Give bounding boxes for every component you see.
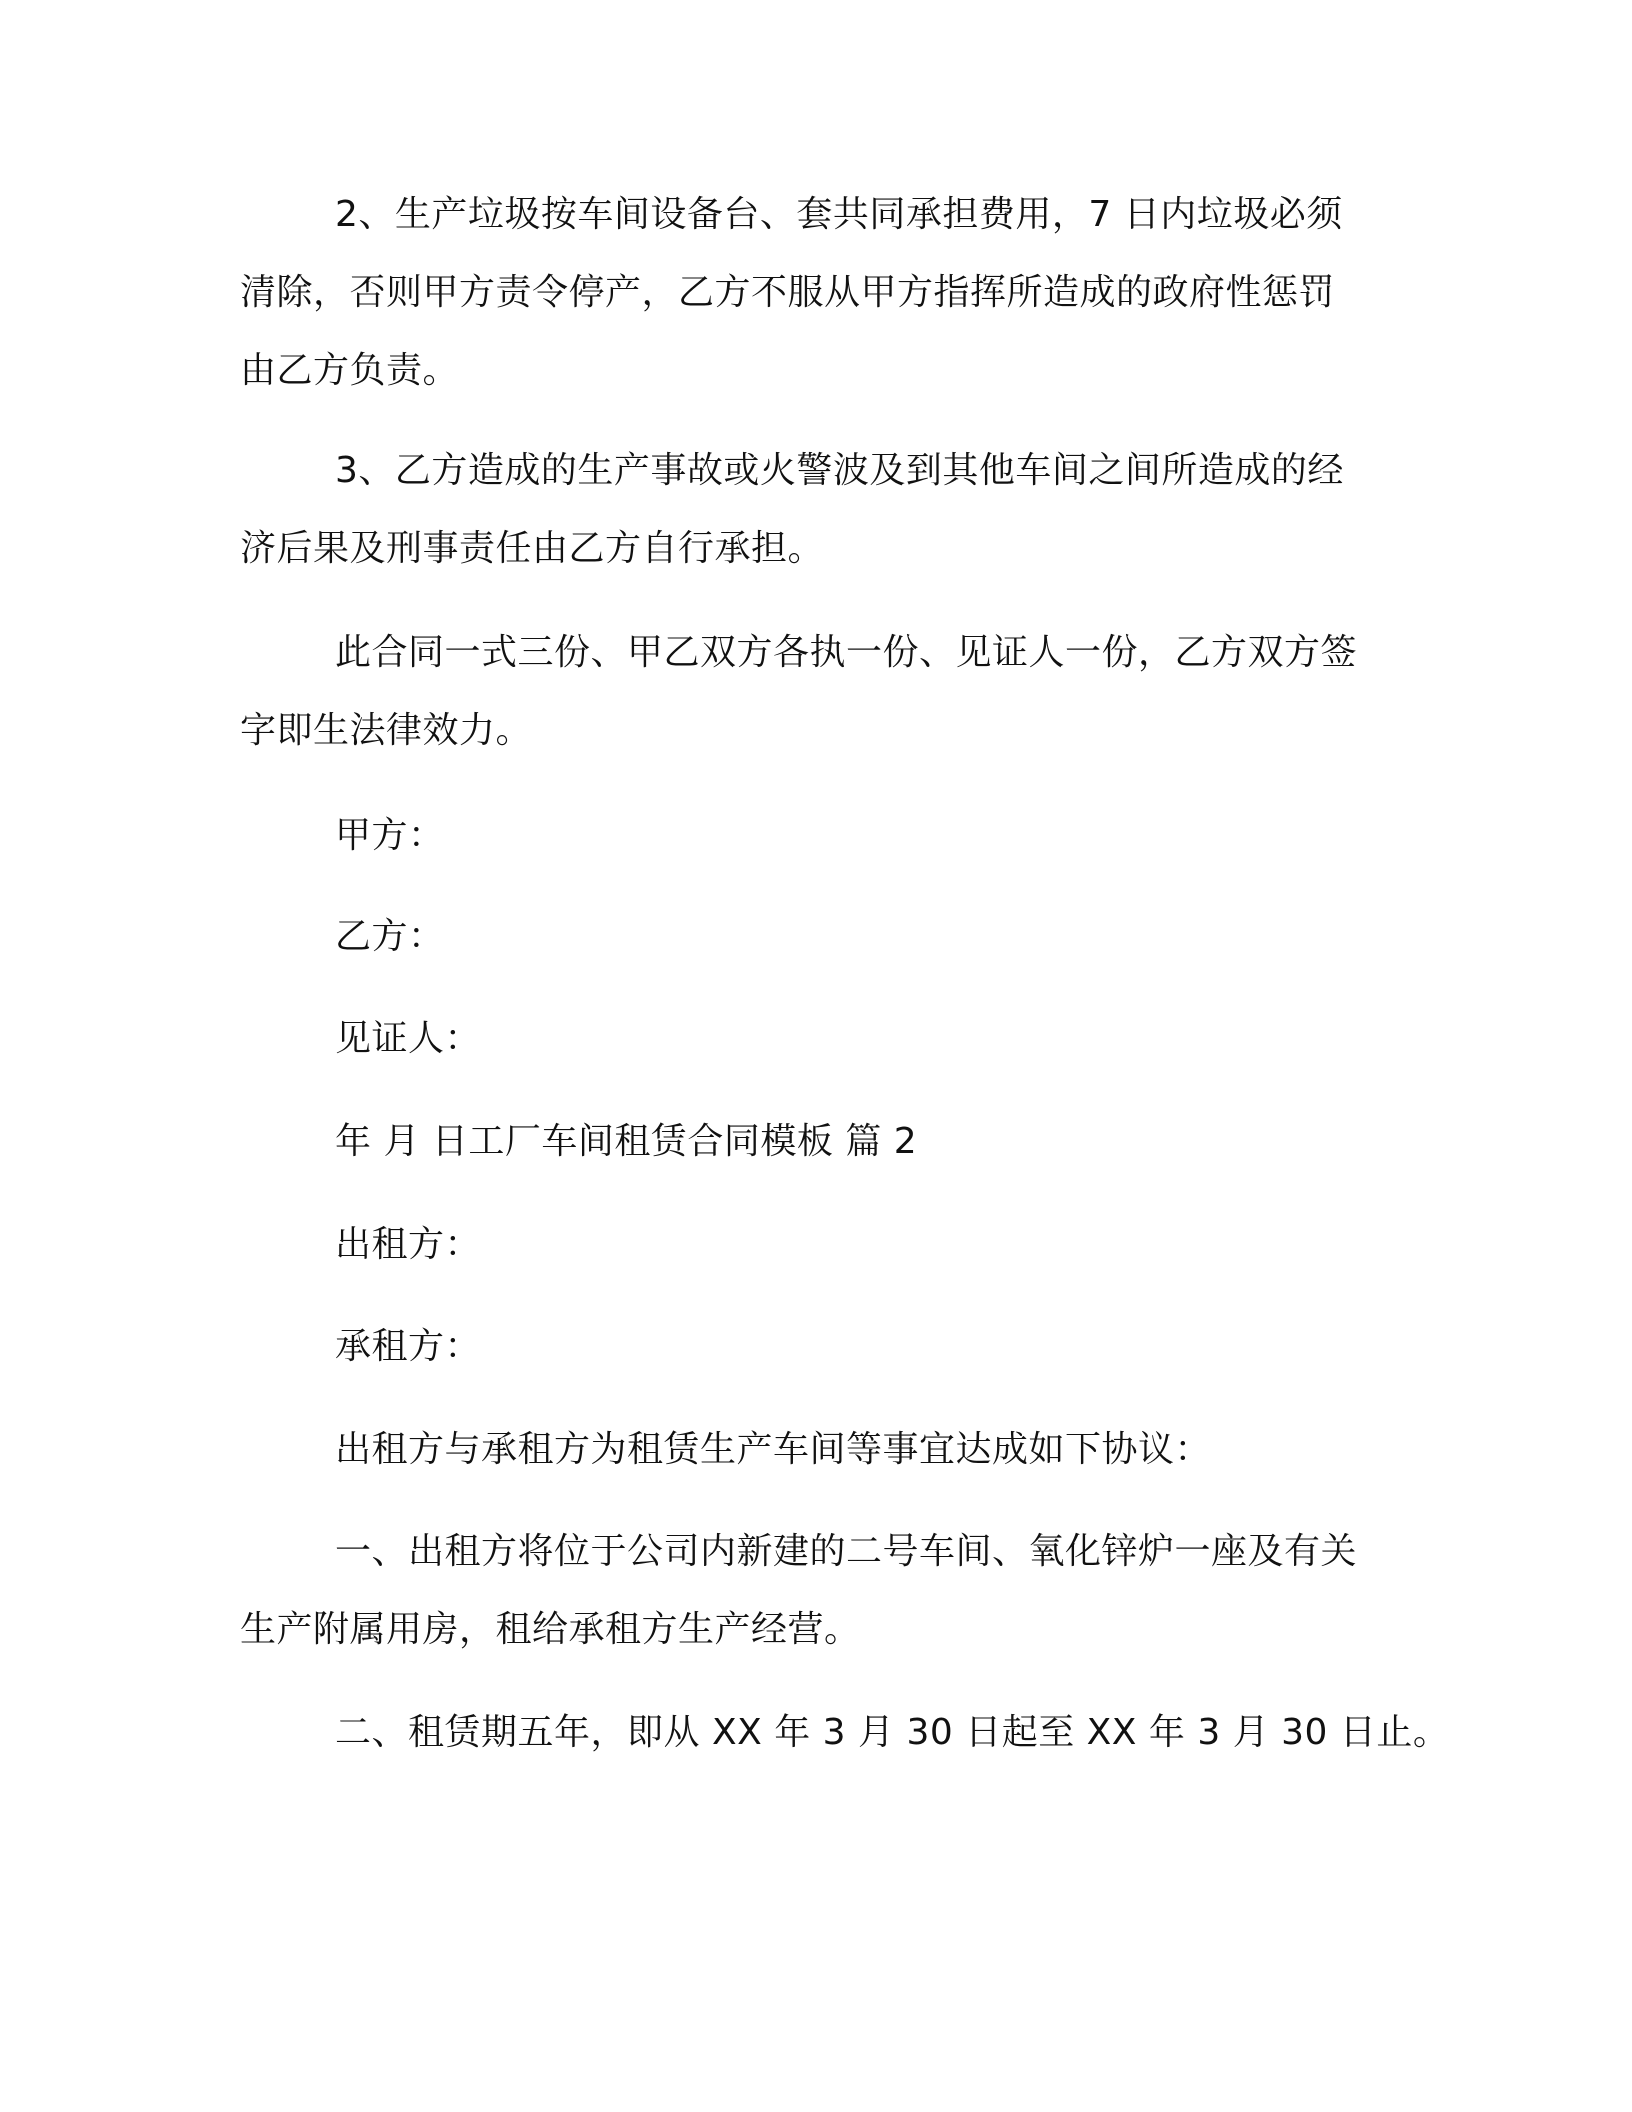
article-1-line-2: 生产附属用房，租给承租方生产经营。 [240, 1609, 861, 1650]
clause-3-line-1: 3、乙方造成的生产事故或火警波及到其他车间之间所造成的经 [335, 450, 1344, 491]
article-1-line-1: 一、出租方将位于公司内新建的二号车间、氧化锌炉一座及有关 [335, 1531, 1358, 1572]
party-b-label: 乙方： [335, 916, 445, 957]
copies-line-2: 字即生法律效力。 [240, 710, 533, 751]
clause-2-line-1: 2、生产垃圾按车间设备台、套共同承担费用，7 日内垃圾必须 [335, 194, 1343, 235]
copies-line-1: 此合同一式三份、甲乙双方各执一份、见证人一份，乙方双方签 [335, 632, 1358, 673]
agreement-intro-line: 出租方与承租方为租赁生产车间等事宜达成如下协议： [335, 1429, 1212, 1470]
date-title-line: 年 月 日工厂车间租赁合同模板 篇 2 [335, 1121, 918, 1162]
lessee-label: 承租方： [335, 1326, 482, 1367]
clause-2-line-3: 由乙方负责。 [240, 350, 460, 391]
lessor-label: 出租方： [335, 1224, 482, 1265]
witness-label: 见证人： [335, 1018, 482, 1059]
clause-3-line-2: 济后果及刑事责任由乙方自行承担。 [240, 528, 825, 569]
clause-2-line-2: 清除，否则甲方责令停产，乙方不服从甲方指挥所造成的政府性惩罚 [240, 272, 1336, 313]
party-a-label: 甲方： [335, 815, 445, 856]
article-2-line: 二、租赁期五年，即从 XX 年 3 月 30 日起至 XX 年 3 月 30 日止。 [335, 1712, 1450, 1753]
